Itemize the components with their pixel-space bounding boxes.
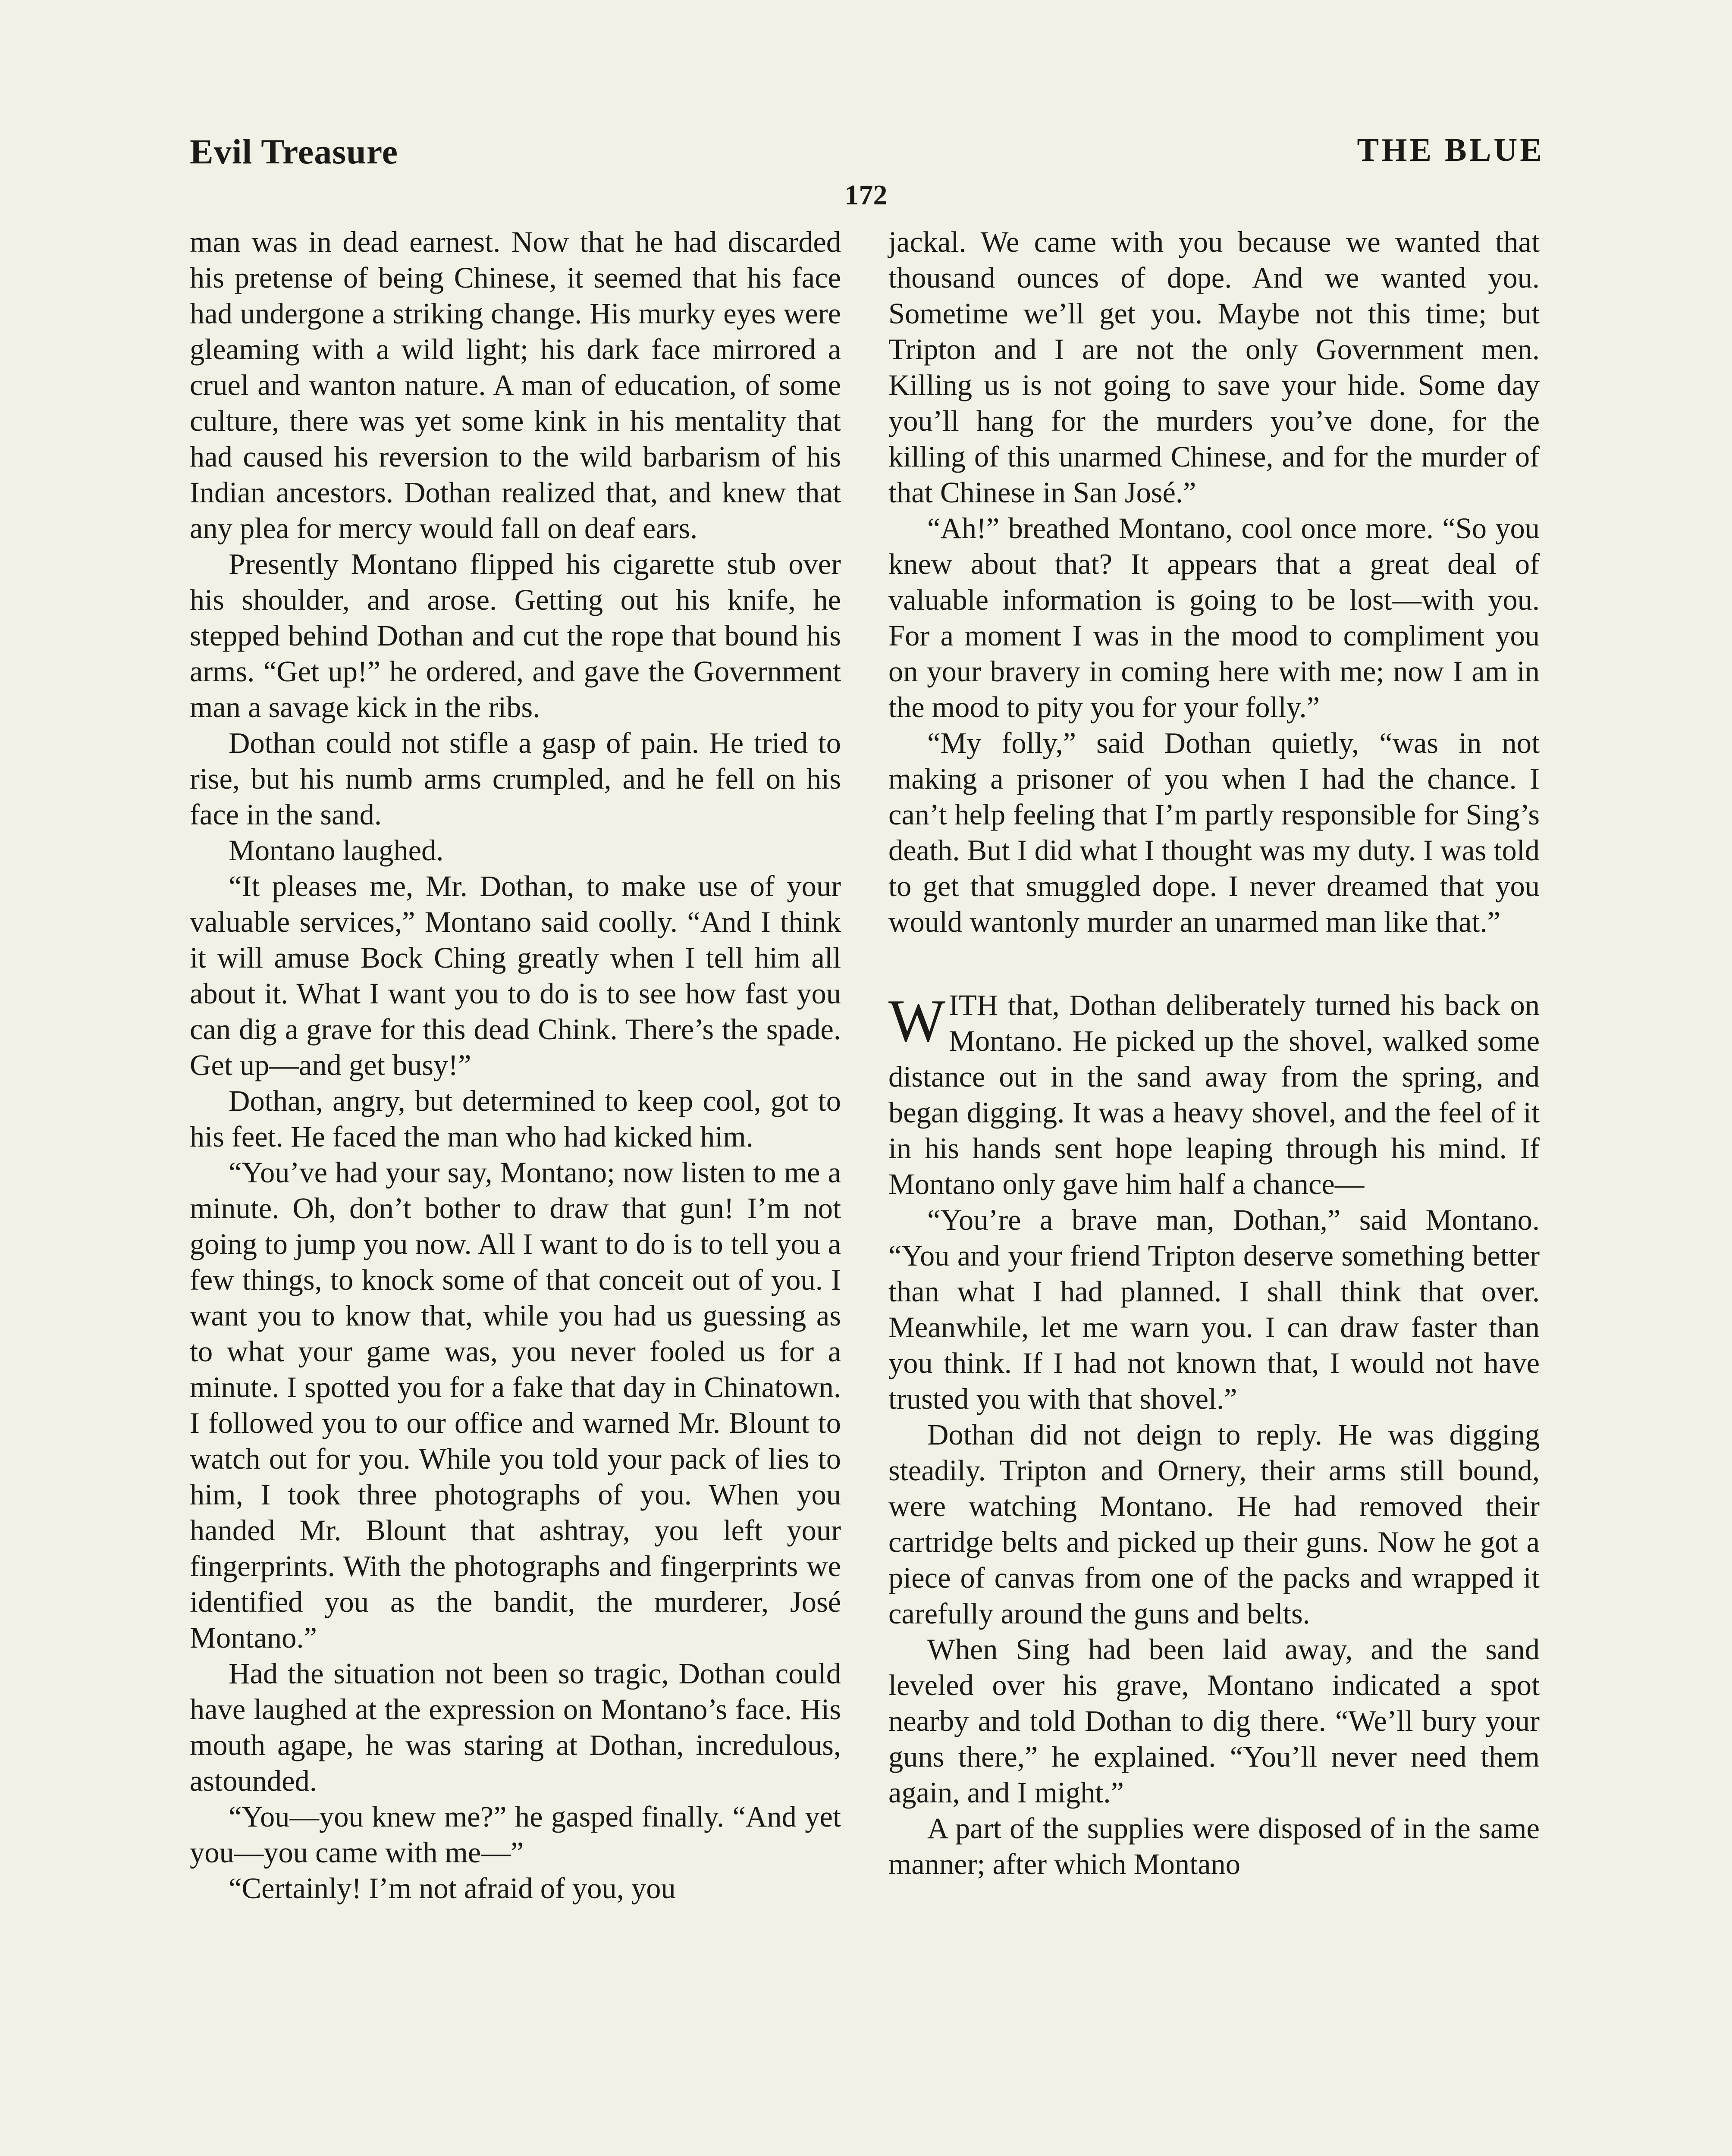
dropcap-paragraph xyxy=(888,987,1540,1202)
paragraph: Dothan did not deign to reply. He was digging steadily. Tripton and Ornery, their arms still bound, were watching Montano. He had removed their cartridge belts and picked up their guns. Now he got a piece of canvas from one of the packs and wrapped it carefully around the guns and belts. xyxy=(888,1418,1540,1630)
left-column xyxy=(190,224,841,1906)
paragraph: jackal. We came with you because we wanted that thousand ounces of dope. And we wanted you. Sometime we’ll get you. Maybe not this time; but Tripton and I are not the only Government men. Killing us is not going to save your hide. Some day you’ll hang for the murders you’ve done, for the killing of this unarmed Chinese, and for the murder of that Chinese in San José.” xyxy=(888,226,1540,509)
page-number: 172 xyxy=(844,179,888,211)
paragraph: A part of the supplies were disposed of in the same manner; after which Montano xyxy=(888,1812,1540,1880)
section-break xyxy=(888,940,1540,987)
paragraph: Dothan could not stifle a gasp of pain. He tried to rise, but his numb arms crumpled, and he fell on his face in the sand. xyxy=(190,727,841,831)
paragraph: “You—you knew me?” he gasped finally. “And yet you—you came with me—” xyxy=(190,1800,841,1869)
paragraph: “You’re a brave man, Dothan,” said Montano. “You and your friend Tripton deserve something better than what I had planned. I shall think that over. Meanwhile, let me warn you. I can draw faster than you think. If I had not known that, I would not have trusted you with that shovel.” xyxy=(888,1203,1540,1415)
paragraph: “Ah!” breathed Montano, cool once more. “So you knew about that? It appears that a great deal of valuable information is going to be lost—with you. For a moment I was in the mood to compliment you on your bravery in coming here with me; now I am in the mood to pity you for your folly.” xyxy=(888,512,1540,724)
paragraph: Presently Montano flipped his cigarette stub over his shoulder, and arose. Getting out his knife, he stepped behind Dothan and cut the rope that bound his arms. “Get up!” he ordered, and gave the Government man a savage kick in the ribs. xyxy=(190,548,841,724)
paragraph: “My folly,” said Dothan quietly, “was in not making a prisoner of you when I had the chance. I can’t help feeling that I’m partly responsible for Sing’s death. But I did what I thought was my duty. I was told to get that smuggled dope. I never dreamed that you would wantonly murder an unarmed man like that.” xyxy=(888,727,1540,938)
paragraph: When Sing had been laid away, and the sand leveled over his grave, Montano indicated a spot nearby and told Dothan to dig there. “We’ll bury your guns there,” he explained. “You’ll never need them again, and I might.” xyxy=(888,1633,1540,1809)
paragraph: Had the situation not been so tragic, Dothan could have laughed at the expression on Montano’s face. His mouth agape, he was staring at Dothan, incredulous, astounded. xyxy=(190,1657,841,1797)
paragraph: “You’ve had your say, Montano; now listen to me a minute. Oh, don’t bother to draw that gun! I’m not going to jump you now. All I want to do is to tell you a few things, to knock some of that conceit out of you. I want you to know that, while you had us guessing as to what your game was, you never fooled us for a minute. I spotted you for a fake that day in Chinatown. I followed you to our office and warned Mr. Blount to watch out for you. While you told your pack of lies to him, I took three photographs of you. When you handed Mr. Blount that ashtray, you left your fingerprints. With the photographs and fingerprints we identified you as the bandit, the murderer, José Montano.” xyxy=(190,1156,841,1654)
paragraph: “Certainly! I’m not afraid of you, you xyxy=(229,1872,676,1905)
magazine-title: THE BLUE xyxy=(1357,132,1544,168)
paragraph: Dothan, angry, but determined to keep cool, got to his feet. He faced the man who had kicked him. xyxy=(190,1084,841,1153)
paragraph: man was in dead earnest. Now that he had discarded his pretense of being Chinese, it seemed that his face had undergone a striking change. His murky eyes were gleaming with a wild light; his dark face mirrored a cruel and wanton nature. A man of education, of some culture, there was yet some kink in his mentality that had caused his reversion to the wild barbarism of his Indian ancestors. Dothan realized that, and knew that any plea for mercy would fall on deaf ears. xyxy=(190,226,841,545)
paragraph: Montano laughed. xyxy=(229,834,444,867)
drop-cap-initial: W xyxy=(888,987,946,1054)
dropcap-paragraph-text: ITH that, Dothan deliberately turned his back on Montano. He picked up the shovel, walked some distance out in the sand away from the spring, and began digging. It was a heavy shovel, and the feel of it in his hands sent hope leaping through his mind. If Montano only gave him half a chance— xyxy=(888,989,1540,1200)
right-column xyxy=(888,224,1540,1882)
paragraph: “It pleases me, Mr. Dothan, to make use of your valuable services,” Montano said coolly. “And I think it will amuse Bock Ching greatly when I tell him all about it. What I want you to do is to see how fast you can dig a grave for this dead Chink. There’s the spade. Get up—and get busy!” xyxy=(190,870,841,1081)
story-title: Evil Treasure xyxy=(190,132,398,171)
